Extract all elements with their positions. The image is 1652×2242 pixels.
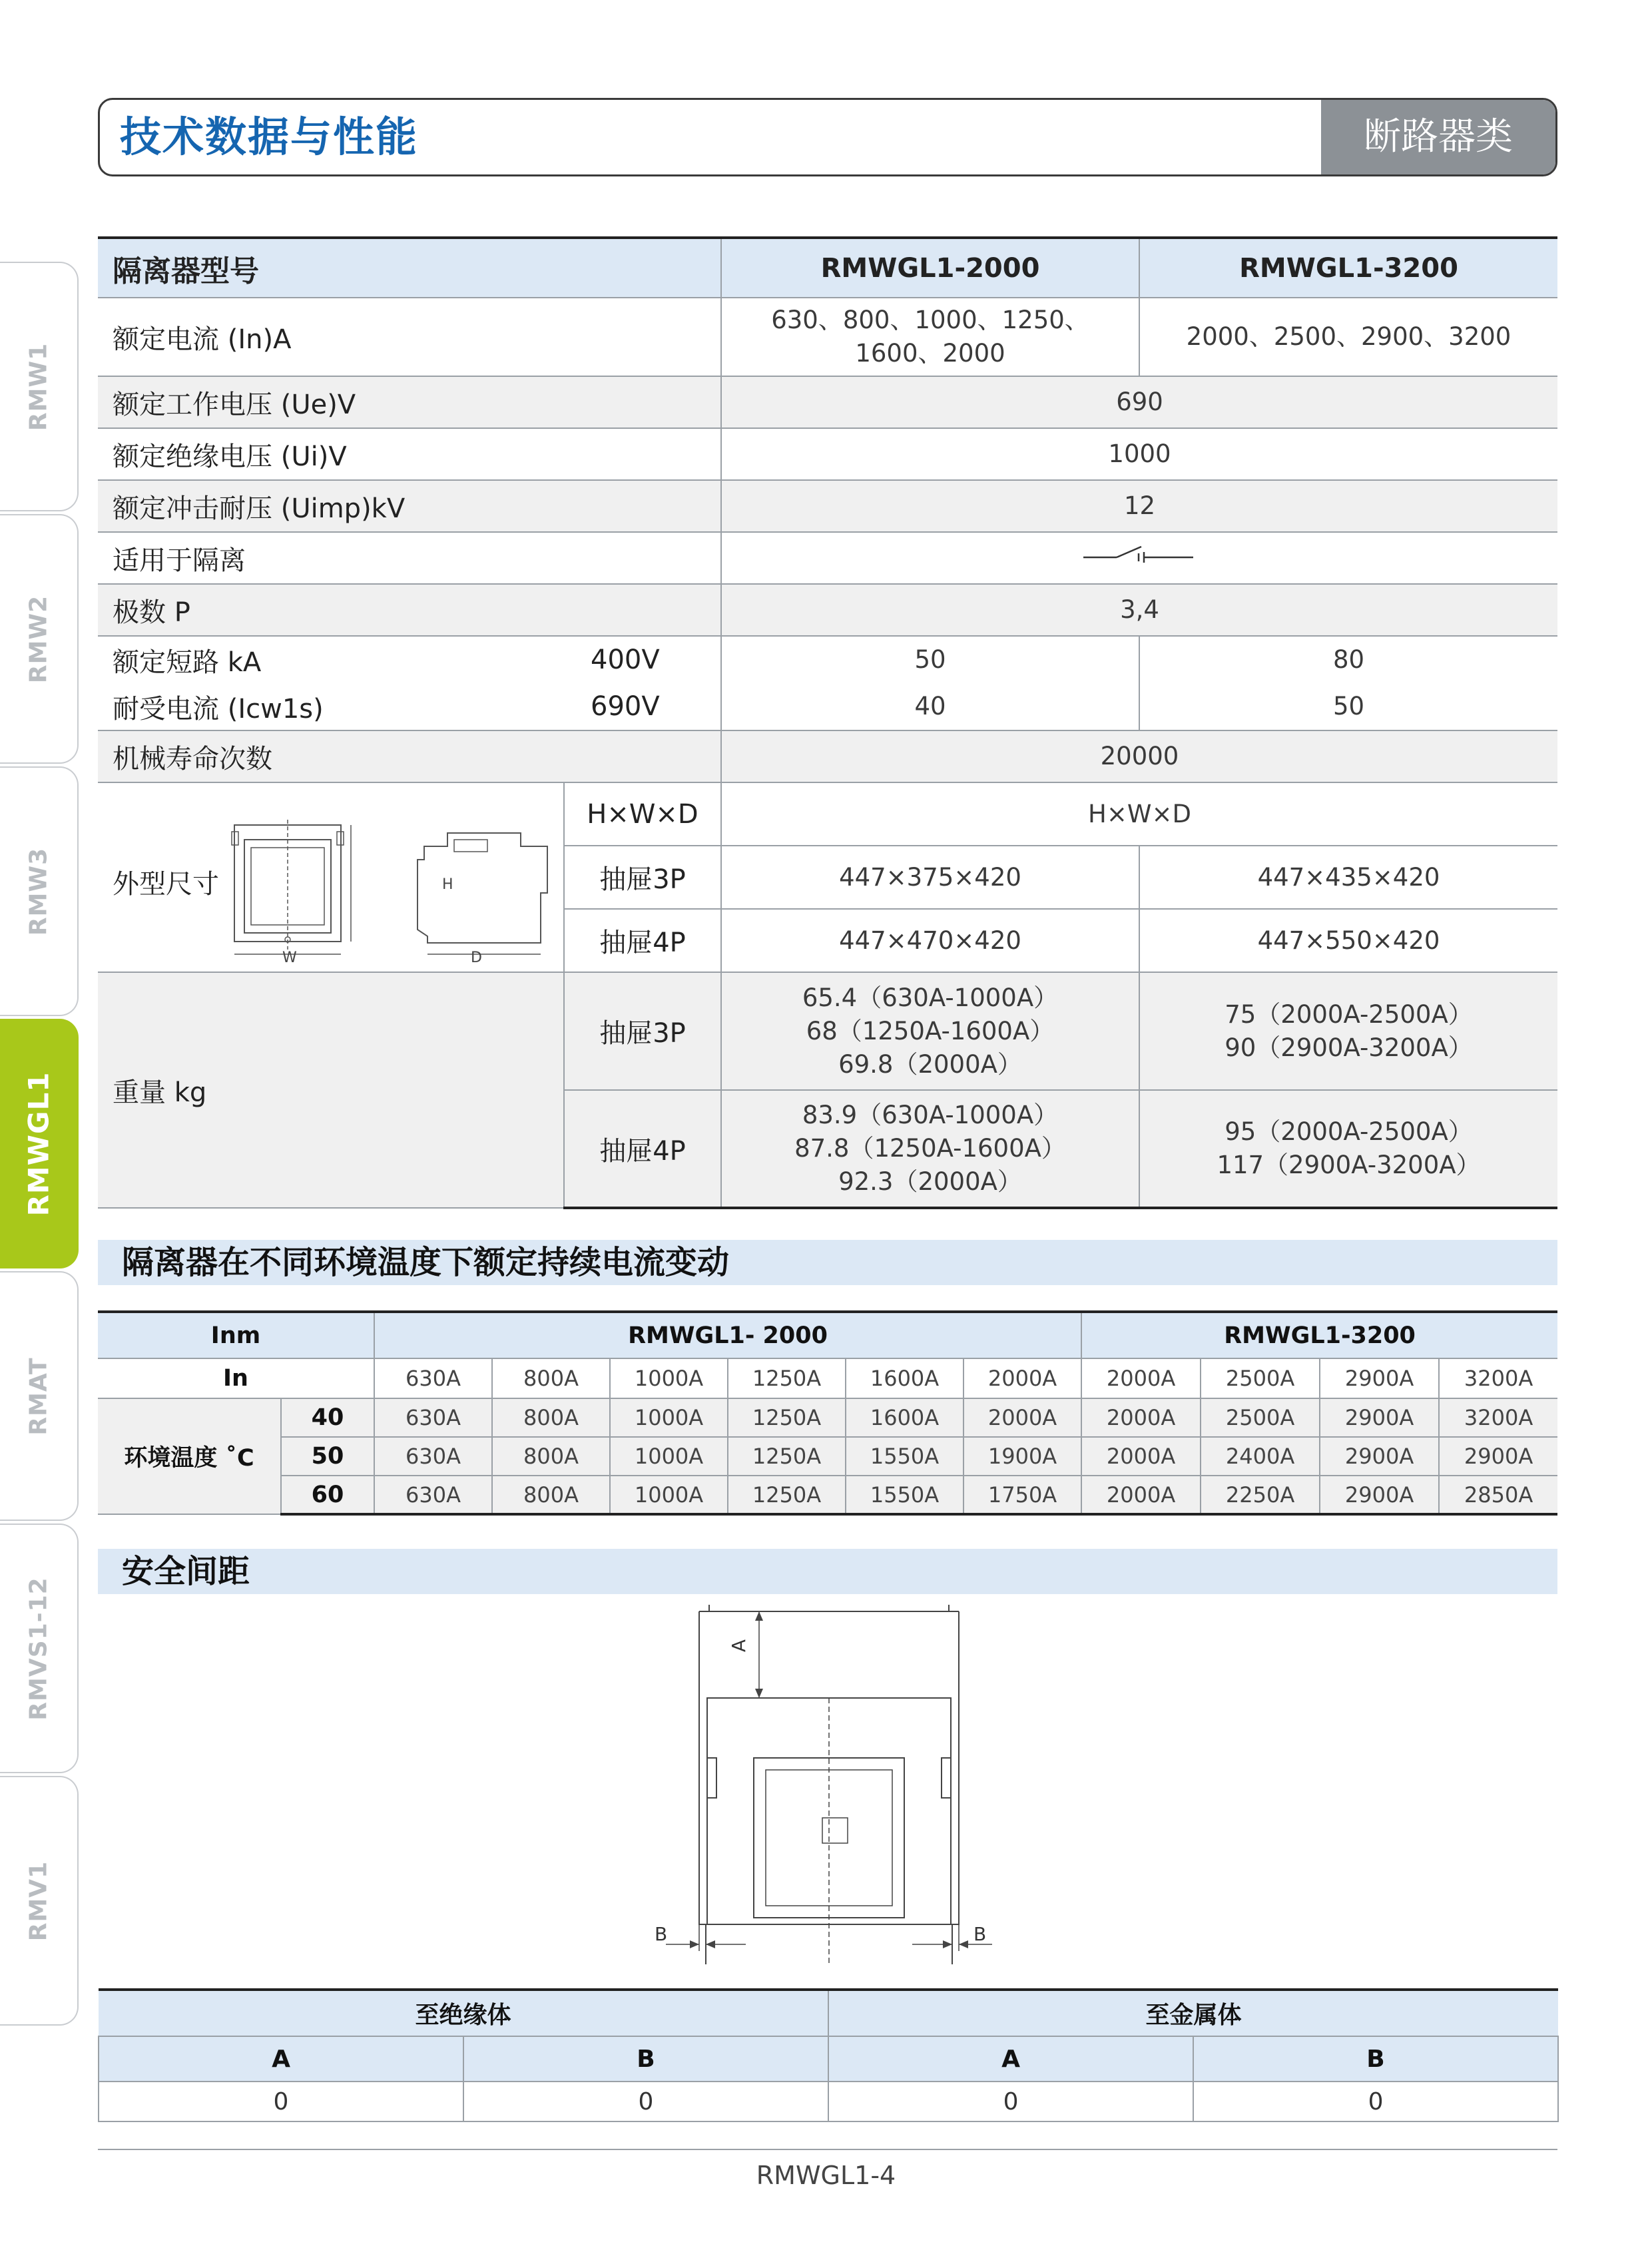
temp-in-value: 2900A (1320, 1358, 1439, 1398)
dims-3p-b: 447×435×420 (1139, 846, 1557, 909)
uimp-value: 12 (721, 480, 1557, 532)
drawing-w-label: W (282, 950, 297, 966)
temp-cell: 2250A (1201, 1476, 1320, 1514)
temp-inm: Inm (98, 1312, 374, 1358)
clearance-insulator: 至绝缘体 (99, 1990, 828, 2036)
ui-label: 额定绝缘电压 (Ui)V (98, 428, 721, 480)
weight-3p-a-line1: 65.4（630A-1000A） (802, 983, 1059, 1012)
clearance-a: A (99, 2036, 463, 2082)
temp-in-value: 2000A (1081, 1358, 1201, 1398)
safety-section-title: 安全间距 (98, 1549, 1557, 1594)
temp-in-value: 3200A (1439, 1358, 1557, 1398)
poles-value: 3,4 (721, 584, 1557, 636)
weight-label: 重量 kg (98, 972, 564, 1208)
short-circuit-v1: 400V (564, 636, 721, 683)
clearance-value-row (99, 2082, 1558, 2121)
temp-t: 60 (281, 1476, 374, 1514)
temp-cell: 1250A (728, 1398, 846, 1437)
side-tab-rmwgl1[interactable]: RMWGL1 (0, 1019, 79, 1268)
uimp-row (98, 480, 1557, 532)
short-circuit-label1: 额定短路 kA (98, 636, 564, 683)
side-tab-rmv1[interactable]: RMV1 (0, 1776, 79, 2026)
weight-4p-label: 抽屉4P (564, 1090, 721, 1208)
dims-hwd-value: H×W×D (721, 782, 1557, 846)
dims-3p-a: 447×375×420 (721, 846, 1139, 909)
uimp-label: 额定冲击耐压 (Uimp)kV (98, 480, 721, 532)
spec-table (98, 236, 1557, 1209)
dims-3p-label: 抽屉3P (564, 846, 721, 909)
temp-cell: 1900A (964, 1437, 1081, 1476)
page-number: RMWGL1-4 (756, 2161, 896, 2190)
drawing-b-label-right: B (973, 1923, 987, 1945)
clearance-table (98, 1988, 1559, 2122)
clearance-a: A (828, 2036, 1193, 2082)
temp-cell: 2900A (1320, 1476, 1439, 1514)
temp-cell: 2000A (1081, 1437, 1201, 1476)
short-circuit-a1: 50 (721, 636, 1139, 683)
safety-clearance-drawing (646, 1605, 1019, 1978)
temp-cell: 1000A (610, 1476, 728, 1514)
model-b: RMWGL1-3200 (1139, 238, 1557, 298)
ui-value: 1000 (721, 428, 1557, 480)
temp-in-value: 2000A (964, 1358, 1081, 1398)
clearance-value: 0 (463, 2082, 828, 2121)
temp-t: 40 (281, 1398, 374, 1437)
dims-hwd-label: H×W×D (564, 782, 721, 846)
weight-4p-b (1139, 1090, 1557, 1208)
temp-cell: 2000A (1081, 1398, 1201, 1437)
ue-row (98, 376, 1557, 428)
temp-cell: 1000A (610, 1437, 728, 1476)
weight-3p-a-line2: 68（1250A-1600A） (806, 1016, 1055, 1045)
temp-cell: 2900A (1320, 1437, 1439, 1476)
weight-3p-b-line2: 90（2900A-3200A） (1225, 1033, 1473, 1062)
temp-cell: 630A (374, 1437, 492, 1476)
rated-current-b: 2000、2500、2900、3200 (1139, 298, 1557, 376)
temp-cell: 2000A (964, 1398, 1081, 1437)
temp-cell: 2500A (1201, 1398, 1320, 1437)
short-circuit-b2: 50 (1139, 683, 1557, 730)
page-header (98, 98, 1557, 176)
temp-row-60 (98, 1476, 1557, 1514)
temp-in-label: In (98, 1358, 374, 1398)
temp-in-value: 630A (374, 1358, 492, 1398)
footer-divider (98, 2149, 1557, 2150)
clearance-b: B (463, 2036, 828, 2082)
side-tab-rmvs1-12[interactable]: RMVS1-12 (0, 1524, 79, 1773)
weight-4p-a-line1: 83.9（630A-1000A） (802, 1101, 1059, 1129)
rated-current-a-line1: 630、800、1000、1250、 (771, 306, 1089, 334)
breaker-outline-drawing (228, 820, 561, 963)
temp-cell: 2000A (1081, 1476, 1201, 1514)
temp-cell: 2400A (1201, 1437, 1320, 1476)
temp-cell: 1750A (964, 1476, 1081, 1514)
spec-header-row (98, 238, 1557, 298)
dims-4p-a: 447×470×420 (721, 909, 1139, 972)
temp-model-b: RMWGL1-3200 (1081, 1312, 1557, 1358)
temp-cell: 1250A (728, 1437, 846, 1476)
side-tab-rmat[interactable]: RMAT (0, 1271, 79, 1521)
temp-in-value: 800A (492, 1358, 610, 1398)
weight-4p-b-line1: 95（2000A-2500A） (1225, 1117, 1473, 1146)
weight-3p-b (1139, 972, 1557, 1090)
temp-row-50 (98, 1437, 1557, 1476)
category-label: 断路器类 (1321, 100, 1555, 174)
dims-4p-b: 447×550×420 (1139, 909, 1557, 972)
dims-hwd-row (98, 782, 1557, 846)
temp-model-a: RMWGL1- 2000 (374, 1312, 1081, 1358)
poles-label: 极数 P (98, 584, 721, 636)
weight-3p-a-line3: 69.8（2000A） (838, 1049, 1022, 1079)
short-circuit-label2: 耐受电流 (Icw1s) (98, 683, 564, 730)
weight-3p-a (721, 972, 1139, 1090)
temp-cell: 1000A (610, 1398, 728, 1437)
short-circuit-b1: 80 (1139, 636, 1557, 683)
clearance-value: 0 (1193, 2082, 1558, 2121)
weight-4p-a-line3: 92.3（2000A） (838, 1167, 1022, 1196)
drawing-b-label-left: B (655, 1923, 668, 1945)
short-circuit-v2: 690V (564, 683, 721, 730)
temp-table (98, 1310, 1557, 1516)
temp-cell: 1550A (846, 1437, 964, 1476)
model-label: 隔离器型号 (98, 238, 721, 298)
short-circuit-row-400 (98, 636, 1557, 683)
temp-cell: 800A (492, 1476, 610, 1514)
temp-t: 50 (281, 1437, 374, 1476)
temp-cell: 1550A (846, 1476, 964, 1514)
clearance-value: 0 (828, 2082, 1193, 2121)
drawing-a-label: A (728, 1639, 750, 1653)
clearance-value: 0 (99, 2082, 463, 2121)
clearance-ab-row (99, 2036, 1558, 2082)
temp-in-value: 1250A (728, 1358, 846, 1398)
temp-cell: 630A (374, 1398, 492, 1437)
dims-label-cell (98, 782, 564, 972)
short-circuit-a2: 40 (721, 683, 1139, 730)
temp-section-title: 隔离器在不同环境温度下额定持续电流变动 (98, 1240, 1557, 1285)
rated-current-row (98, 298, 1557, 376)
temp-ambient-label: 环境温度 ˚C (98, 1398, 281, 1514)
life-row (98, 730, 1557, 782)
weight-3p-b-line1: 75（2000A-2500A） (1225, 999, 1473, 1029)
life-value: 20000 (721, 730, 1557, 782)
temp-cell: 1250A (728, 1476, 846, 1514)
ue-value: 690 (721, 376, 1557, 428)
temp-cell: 800A (492, 1398, 610, 1437)
side-tab-rmw2[interactable]: RMW2 (0, 514, 79, 764)
drawing-h-label: H (442, 876, 453, 893)
temp-in-row (98, 1358, 1557, 1398)
temp-cell: 2900A (1320, 1398, 1439, 1437)
weight-3p-label: 抽屉3P (564, 972, 721, 1090)
temp-cell: 630A (374, 1476, 492, 1514)
drawing-d-label: D (471, 950, 482, 966)
temp-in-value: 2500A (1201, 1358, 1320, 1398)
rated-current-label: 额定电流 (In)A (98, 298, 721, 376)
isolation-symbol-cell (721, 532, 1557, 584)
side-tab-rmw1[interactable]: RMW1 (0, 262, 79, 511)
life-label: 机械寿命次数 (98, 730, 721, 782)
temp-row-40 (98, 1398, 1557, 1437)
temp-cell: 2850A (1439, 1476, 1557, 1514)
ui-row (98, 428, 1557, 480)
weight-4p-a (721, 1090, 1139, 1208)
isolation-label: 适用于隔离 (98, 532, 721, 584)
model-a: RMWGL1-2000 (721, 238, 1139, 298)
temp-cell: 800A (492, 1437, 610, 1476)
temp-header-row (98, 1312, 1557, 1358)
weight-4p-b-line2: 117（2900A-3200A） (1217, 1151, 1481, 1179)
temp-cell: 3200A (1439, 1398, 1557, 1437)
weight-3p-row (98, 972, 1557, 1090)
isolation-row (98, 532, 1557, 584)
temp-cell: 2900A (1439, 1437, 1557, 1476)
clearance-header-row (99, 1990, 1558, 2036)
rated-current-a-line2: 1600、2000 (855, 339, 1005, 368)
ue-label: 额定工作电压 (Ue)V (98, 376, 721, 428)
poles-row (98, 584, 1557, 636)
side-tab-rmw3[interactable]: RMW3 (0, 766, 79, 1016)
weight-4p-a-line2: 87.8（1250A-1600A） (794, 1134, 1066, 1163)
temp-in-value: 1000A (610, 1358, 728, 1398)
dims-label: 外型尺寸 (113, 869, 219, 900)
clearance-b: B (1193, 2036, 1558, 2082)
dims-4p-label: 抽屉4P (564, 909, 721, 972)
short-circuit-row-690 (98, 683, 1557, 730)
isolator-switch-icon (1080, 541, 1200, 568)
temp-in-value: 1600A (846, 1358, 964, 1398)
page-title: 技术数据与性能 (120, 113, 419, 161)
clearance-metal: 至金属体 (828, 1990, 1558, 2036)
rated-current-a (721, 298, 1139, 376)
temp-cell: 1600A (846, 1398, 964, 1437)
